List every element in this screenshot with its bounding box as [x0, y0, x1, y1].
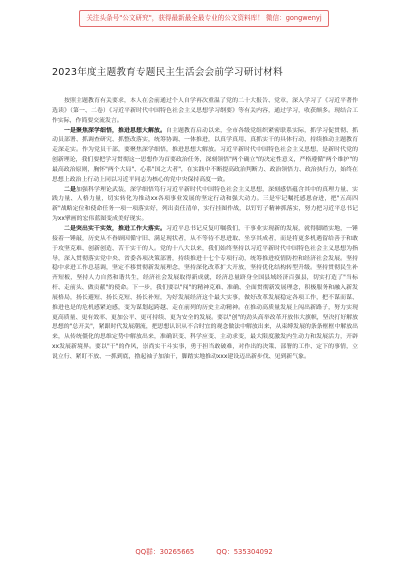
- qq-label: QQ：535304092: [216, 548, 273, 556]
- section-heading: 二是突出实干实效，推进工作大落实。: [64, 225, 167, 232]
- document-body: [52, 97, 358, 363]
- section-heading: 二是: [64, 186, 77, 193]
- paragraph-section-1: 一是聚焦深学细悟，推进思想大解放。自主题教育启动以来，全市各级党组织紧密联系实际，抓学习促贯彻、抓动员部署、抓调查研究、抓整改落实，统筹协调、一体推进，以真学真用、真抓实干的具体行动，持续推动主题教育走深走实。作为党员干部，要聚焦深学细悟，推进思想大解放。习近平新时代中国特色社会主义思想，是新时代党的创新理论，我们要把学习贯彻这一思想作为首要政治任务，深刻领悟"两个确立"的决定性意义，严格遵循"两个维护"的最高政治原则，胸怀"两个大局"、心系"国之大者"，在实践中不断提高政治判断力、政治领悟力、政治执行力，始终在思想上政治上行动上同以习近平同志为核心的党中央保持高度一致。: [52, 127, 359, 183]
- promo-banner-text: 关注头条号"公文研究"，获得最新最全最专业的公文资料库！ 微信：gongwenyj: [79, 10, 328, 27]
- promo-banner: [0, 0, 408, 36]
- contact-footer: [0, 546, 408, 560]
- paragraph-intro: 按照主题教育有关要求，本人在会前通过个人自学再次重温了党的二十大报告、党章，深入学习了《习近平著作选读》（第一、二卷）《习近平新时代中国特色社会主义思想学习纲要》等有关内容，通过学习，收获颇多。现结合工作实际，作简要交流发言。: [52, 98, 358, 124]
- paragraph-section-2: 二是突出实干实效，推进工作大落实。习近平总书记反复叮嘱我们，干事业实现新的发展，就得脚踏实地，一锤接着一锤敲，历史从不眷顾因循守旧、满足现状者，从不等待不思进取、坐享其成者，而是将更多机遇留给善于和敢于攻坚克难、创新创造、苦干实干的人。党的十八大以来，我们始终坚持以习近平新时代中国特色社会主义思想为指导，深入贯彻落实党中央、省委各项决策部署，持续推进十七个专项行动，统筹推进疫情防控和经济社会发展。坚持稳中求进工作总基调，坚定不移贯彻新发展理念，坚持深化改革扩大开放，坚持优化结构转型升级。坚持贯彻民生补齐短板，坚持人力自然和谐共生，经济社会发展取得新成就，经济总量跻身全国县域经济百强县，切实打造了"当标杆、走前头、做贡献"的使命。下一步，我们要以"闯"的精神克难、准确、全面贯彻新发展理念，积极服务和融入新发展格局，扬长避短、扬长克短、扬长补短，为好发展经济这个最大实事，做好改革发展稳定各项工作，把不谋而谋、推进也是的危机感紧迫感，变为谋划起跨越、走在前列的历史主动精神。在推动高质量发展上闯出新路子，努力实现更高质量、更有效率、更加公平、更可持续、更为安全的发展。要以"创"的劲头高举改革开放伟大旗帜，坚决打好解放思想的"总开关"，紧跟时代发展潮流，把思想认识从不合时宜的观念做法中解放出来，从束缚发展的条条框框中解放出来，从传统僵化的思维定势中解放出来，准确识变、科学应变、主动求变，最大限度激发内生动力和发展活力，开辟xx发展新境界。要以"干"的作风，崇尚实干斗实事，勇于担当敢破难，对作出的决策、部署的工作、定下的事情，立说立行、紧盯不放、一抓到底，撸起袖子加油干，脚踏实地推动xxx建设迈出新步伐、见到新气象。: [52, 225, 359, 360]
- document-title: 2023年度主题教育专题民主生活会会前学习研讨材料: [52, 67, 283, 78]
- document-page: [42, 36, 374, 541]
- paragraph-section-1b: 二是加强科学理论武装，深学细悟笃行习近平新时代中国特色社会主义思想，深刻感悟蕴含其中的真理力量、实践力量、人格力量，切实转化为推动xx各项事业发展的坚定行动和强大动力。三是牢记嘱托感恩奋进，把"五高四新"战略定位和使命任务一项一项落实好，列出责任清单，实行挂图作战，以钉钉子精神抓落实，努力把习近平总书记为xx擘画的宏伟蓝图变成美好现实。: [52, 186, 359, 223]
- qq-group-label: QQ群：30265665: [135, 548, 195, 556]
- section-heading: 一是聚焦深学细悟，推进思想大解放。: [64, 127, 167, 134]
